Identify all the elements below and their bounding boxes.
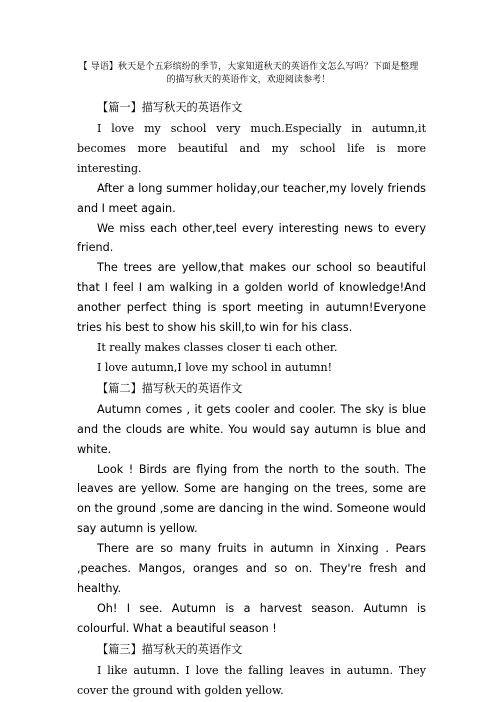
section-heading: 【篇二】描写秋天的英语作文	[97, 381, 243, 395]
section-heading: 【篇三】描写秋天的英语作文	[97, 642, 243, 656]
paragraph: I like autumn. I love the falling leaves in autumn. They cover the ground with golden yellow.	[77, 663, 426, 697]
intro-text: 【 导语】秋天是个五彩缤纷的季节，大家知道秋天的英语作文怎么写吗？下面是整理的描写秋天的英语作文，欢迎阅读参考！	[78, 62, 419, 85]
paragraph: The trees are yellow,that makes our school so beautiful that I feel I am walking in a golden world of knowledge!And another perfect thing is sport meeting in autumn!Everyone tries his best to show his skill,to win for his class.	[77, 261, 426, 335]
paragraph: Oh! I see. Autumn is a harvest season. Autumn is colourful. What a beautiful season !	[77, 601, 426, 635]
paragraph: There are so many fruits in autumn in Xinxing . Pears ,peaches. Mangos, oranges and so on. They're fresh and healthy.	[77, 542, 426, 595]
section-1	[77, 97, 426, 378]
paragraph: After a long summer holiday,our teacher,my lovely friends and I meet again.	[77, 181, 426, 215]
section-heading: 【篇一】描写秋天的英语作文	[97, 101, 243, 114]
section-2	[77, 378, 426, 639]
paragraph: Autumn comes , it gets cooler and cooler. The sky is blue and the clouds are white. You would say autumn is blue and white.	[77, 402, 426, 456]
paragraph: We miss each other,teel every interesting news to every friend.	[77, 221, 426, 255]
paragraph: I love my school very much.Especially in autumn,it becomes more beautiful and my school life is more interesting.	[77, 122, 426, 175]
paragraph: I love autumn,I love my school in autumn!	[97, 360, 333, 374]
paragraph: Look ! Birds are flying from the north to the south. The leaves are yellow. Some are hanging on the trees, some are on the ground ,some are dancing in the wind. Someone would say autumn is yellow.	[77, 462, 426, 536]
paragraph: It really makes classes closer ti each other.	[97, 340, 338, 354]
section-3	[77, 639, 426, 701]
